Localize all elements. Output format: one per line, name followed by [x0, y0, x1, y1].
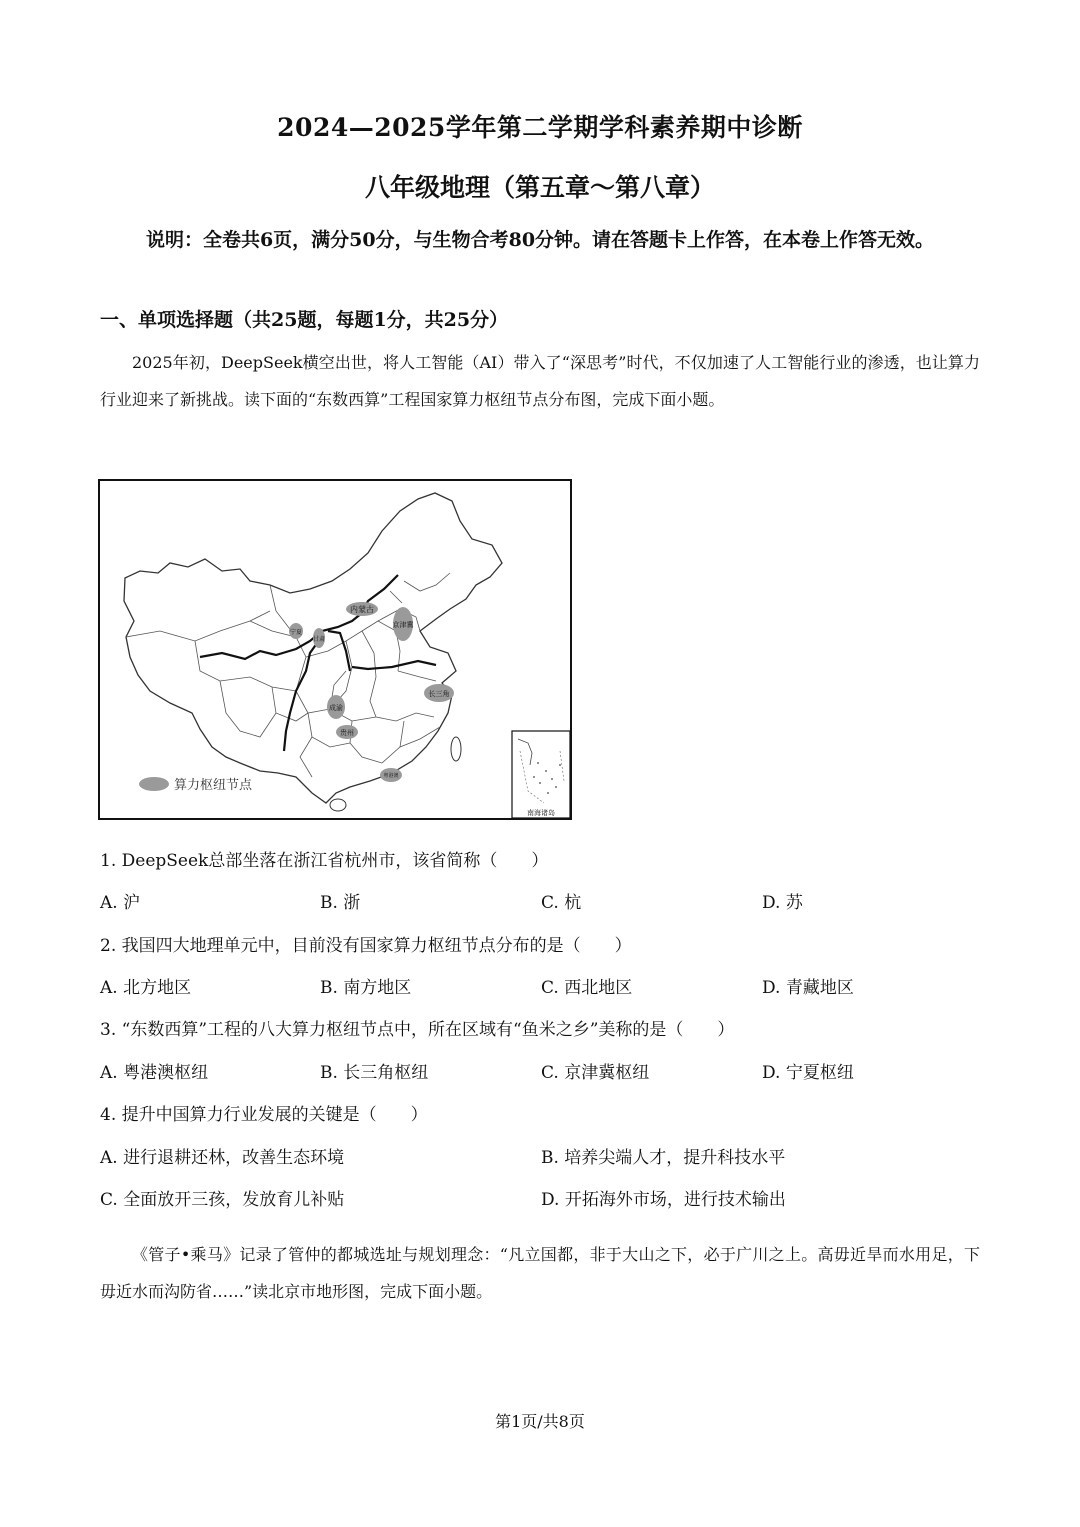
computing-nodes	[289, 602, 454, 782]
south-sea-inset	[512, 731, 570, 818]
passage-guanzi: 《管子•乘马》记录了管仲的都城选址与规划理念：“凡立国都，非于大山之下，必于广川之上。高毋近旱而水用足，下毋近水而沟防省……”读北京市地形图，完成下面小题。	[100, 1245, 980, 1301]
node-label-guizhou: 贵州	[340, 729, 354, 737]
node-label-chengyu: 成渝	[329, 704, 343, 712]
node-label-yuegangao: 粤港澳	[383, 773, 399, 779]
q3-option-c[interactable]: C. 京津冀枢纽	[541, 1063, 650, 1083]
q2-option-c[interactable]: C. 西北地区	[541, 978, 633, 998]
q3-option-d[interactable]: D. 宁夏枢纽	[762, 1063, 854, 1083]
q1-option-c[interactable]: C. 杭	[541, 893, 582, 913]
exam-title: 2024—2025学年第二学期学科素养期中诊断	[277, 113, 803, 142]
q2-option-d[interactable]: D. 青藏地区	[762, 978, 854, 998]
hainan-island	[330, 799, 346, 811]
q3-option-a[interactable]: A. 粤港澳枢纽	[100, 1063, 209, 1083]
node-label-jingjinji: 京津冀	[392, 621, 414, 629]
section-heading: 一、单项选择题（共25题，每题1分，共25分）	[100, 309, 509, 331]
inset-label: 南海诸岛	[527, 809, 555, 817]
question-4-stem: 4. 提升中国算力行业发展的关键是（ ）	[100, 1105, 428, 1125]
q2-option-b[interactable]: B. 南方地区	[320, 978, 412, 998]
q2-option-a[interactable]: A. 北方地区	[100, 978, 192, 998]
legend-label: 算力枢纽节点	[174, 778, 253, 793]
page-number: 第1页/共8页	[495, 1412, 585, 1431]
taiwan-island	[451, 737, 461, 761]
china-computing-node-map	[98, 479, 572, 820]
node-label-gansu: 甘肃	[312, 636, 326, 643]
exam-subtitle: 八年级地理（第五章～第八章）	[364, 173, 715, 202]
q4-option-a[interactable]: A. 进行退耕还林，改善生态环境	[100, 1148, 345, 1168]
q4-option-b[interactable]: B. 培养尖端人才，提升科技水平	[541, 1148, 786, 1168]
question-1-stem: 1. DeepSeek总部坐落在浙江省杭州市，该省简称（ ）	[100, 851, 549, 871]
passage-intro: 2025年初，DeepSeek横空出世，将人工智能（AI）带入了“深思考”时代，不仅加速了人工智能行业的渗透，也让算力行业迎来了新挑战。读下面的“东数西算”工程国家算力枢纽节点分布图，完成下面小题。	[100, 353, 980, 409]
map-svg	[100, 481, 570, 818]
node-label-neimenggu: 内蒙古	[350, 605, 374, 614]
node-label-changsanjiao: 长三角	[428, 690, 450, 698]
node-label-ningxia: 宁夏	[289, 629, 303, 636]
q3-option-b[interactable]: B. 长三角枢纽	[320, 1063, 429, 1083]
q4-option-c[interactable]: C. 全面放开三孩，发放育儿补贴	[100, 1190, 345, 1210]
q4-option-d[interactable]: D. 开拓海外市场，进行技术输出	[541, 1190, 786, 1210]
q1-option-a[interactable]: A. 沪	[100, 893, 141, 913]
legend-swatch	[139, 777, 169, 791]
exam-instructions: 说明：全卷共6页，满分50分，与生物合考80分钟。请在答题卡上作答，在本卷上作答无效。	[145, 229, 935, 251]
question-3-stem: 3. “东数西算”工程的八大算力枢纽节点中，所在区域有“鱼米之乡”美称的是（ ）	[100, 1020, 735, 1040]
q1-option-d[interactable]: D. 苏	[762, 893, 803, 913]
province-lines	[126, 573, 450, 777]
q1-option-b[interactable]: B. 浙	[320, 893, 361, 913]
question-2-stem: 2. 我国四大地理单元中，目前没有国家算力枢纽节点分布的是（ ）	[100, 936, 632, 956]
